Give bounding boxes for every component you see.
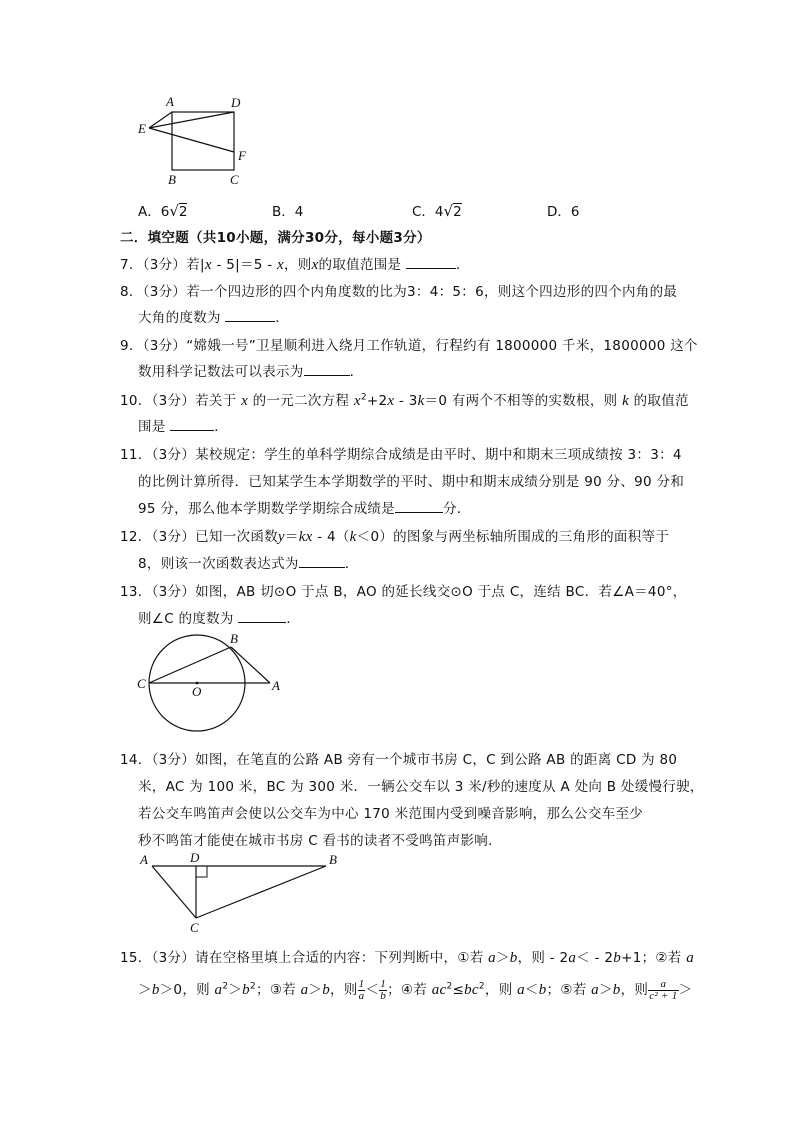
label-C: C bbox=[230, 172, 239, 187]
question-11-line1: 11．（3分）某校规定：学生的单科学期综合成绩是由平时、期中和期末三项成绩按 3：3：4 bbox=[120, 447, 682, 463]
question-11-line2: 的比例计算所得．已知某学生本学期数学的平时、期中和期末成绩分别是 90 分、90 分和 bbox=[138, 474, 685, 490]
label-A: A bbox=[166, 94, 174, 109]
question-10-line2: 围是 ． bbox=[138, 415, 228, 435]
question-12-line2: 8，则该一次函数表达式为 ． bbox=[138, 552, 359, 572]
fraction-1-over-b: $\frac{1}{b}$ bbox=[380, 977, 387, 1002]
label-D: D bbox=[190, 850, 200, 865]
choice-a: A．6√2 bbox=[138, 202, 188, 220]
label-B: B bbox=[230, 631, 238, 646]
label-F: F bbox=[238, 148, 246, 163]
label-O: O bbox=[192, 684, 202, 699]
question-7: 7．（3分）若|x - 5|＝5 - x，则x的取值范围是 ． bbox=[120, 253, 470, 274]
label-C: C bbox=[190, 920, 199, 935]
label-E: E bbox=[138, 121, 146, 136]
question-10-line1: 10．（3分）若关于 x 的一元二次方程 $x^2+2x - 3k=0$ 有两个不相等的实数根，则 k 的取值范 bbox=[120, 392, 689, 409]
question-15-line2: ＞b＞0，则 $a^2>b^2$；③若 a＞b，则 $\frac{1}{a}$ ＜ $\frac{1}{b}$ ；④若 $ac^2\le bc^2$，则 a＜b；⑤若 a＞b，则 $\frac{a}{\text{c² + 1}}$ ＞ bbox=[138, 977, 693, 1002]
label-B: B bbox=[329, 852, 337, 867]
question-8-line1: 8．（3分）若一个四边形的四个内角度数的比为3：4：5：6，则这个四边形的四个内角的最 bbox=[120, 284, 678, 300]
question-14-line3: 若公交车鸣笛声会使以公交车为中心 170 米范围内受到噪音影响，那么公交车至少 bbox=[138, 806, 644, 822]
question-12-line1: 12．（3分）已知一次函数y＝kx - 4（k＜0）的图象与两坐标轴所围成的三角形的面积等于 bbox=[120, 529, 670, 545]
fraction-1-over-a: $\frac{1}{a}$ bbox=[358, 977, 365, 1002]
question-14-line2: 米，AC 为 100 米，BC 为 300 米．一辆公交车以 3 米/秒的速度从 A 处向 B 处缓慢行驶， bbox=[138, 779, 704, 795]
label-B: B bbox=[168, 172, 176, 187]
question-9-line1: 9．（3分）“嫦娥一号”卫星顺利进入绕月工作轨道，行程约有 1800000 千米，1800000 这个 bbox=[120, 338, 698, 354]
label-C: C bbox=[137, 676, 146, 691]
choice-b: B．4 bbox=[272, 204, 304, 220]
question-11-line3: 95 分，那么他本学期数学学期综合成绩是 分． bbox=[138, 497, 471, 517]
question-15-line1: 15．（3分）请在空格里填上合适的内容：下列判断中，①若 a＞b，则 - 2a＜ - 2b+1；②若 a bbox=[120, 950, 694, 966]
question-8-line2: 大角的度数为 ． bbox=[138, 306, 289, 326]
question-14-line1: 14．（3分）如图，在笔直的公路 AB 旁有一个城市书房 C，C 到公路 AB 的距离 CD 为 80 bbox=[120, 752, 678, 768]
choice-c: C．4√2 bbox=[412, 202, 462, 220]
label-A: A bbox=[272, 678, 280, 693]
question-13-line2: 则∠C 的度数为 ． bbox=[138, 607, 300, 627]
fraction-a-over-c2plus1: $\frac{a}{\text{c² + 1}}$ bbox=[649, 977, 678, 1002]
question-13-line1: 13．（3分）如图，AB 切⊙O 于点 B，AO 的延长线交⊙O 于点 C，连结 BC．若∠A＝40°， bbox=[120, 584, 687, 600]
question-14-line4: 秒不鸣笛才能使在城市书房 C 看书的读者不受鸣笛声影响． bbox=[138, 833, 502, 849]
section-heading: 二．填空题（共10小题，满分30分，每小题3分） bbox=[120, 230, 431, 246]
label-D: D bbox=[231, 95, 241, 110]
question-9-line2: 数用科学记数法可以表示为 ． bbox=[138, 360, 363, 380]
label-A: A bbox=[140, 852, 148, 867]
choice-d: D．6 bbox=[547, 204, 580, 220]
